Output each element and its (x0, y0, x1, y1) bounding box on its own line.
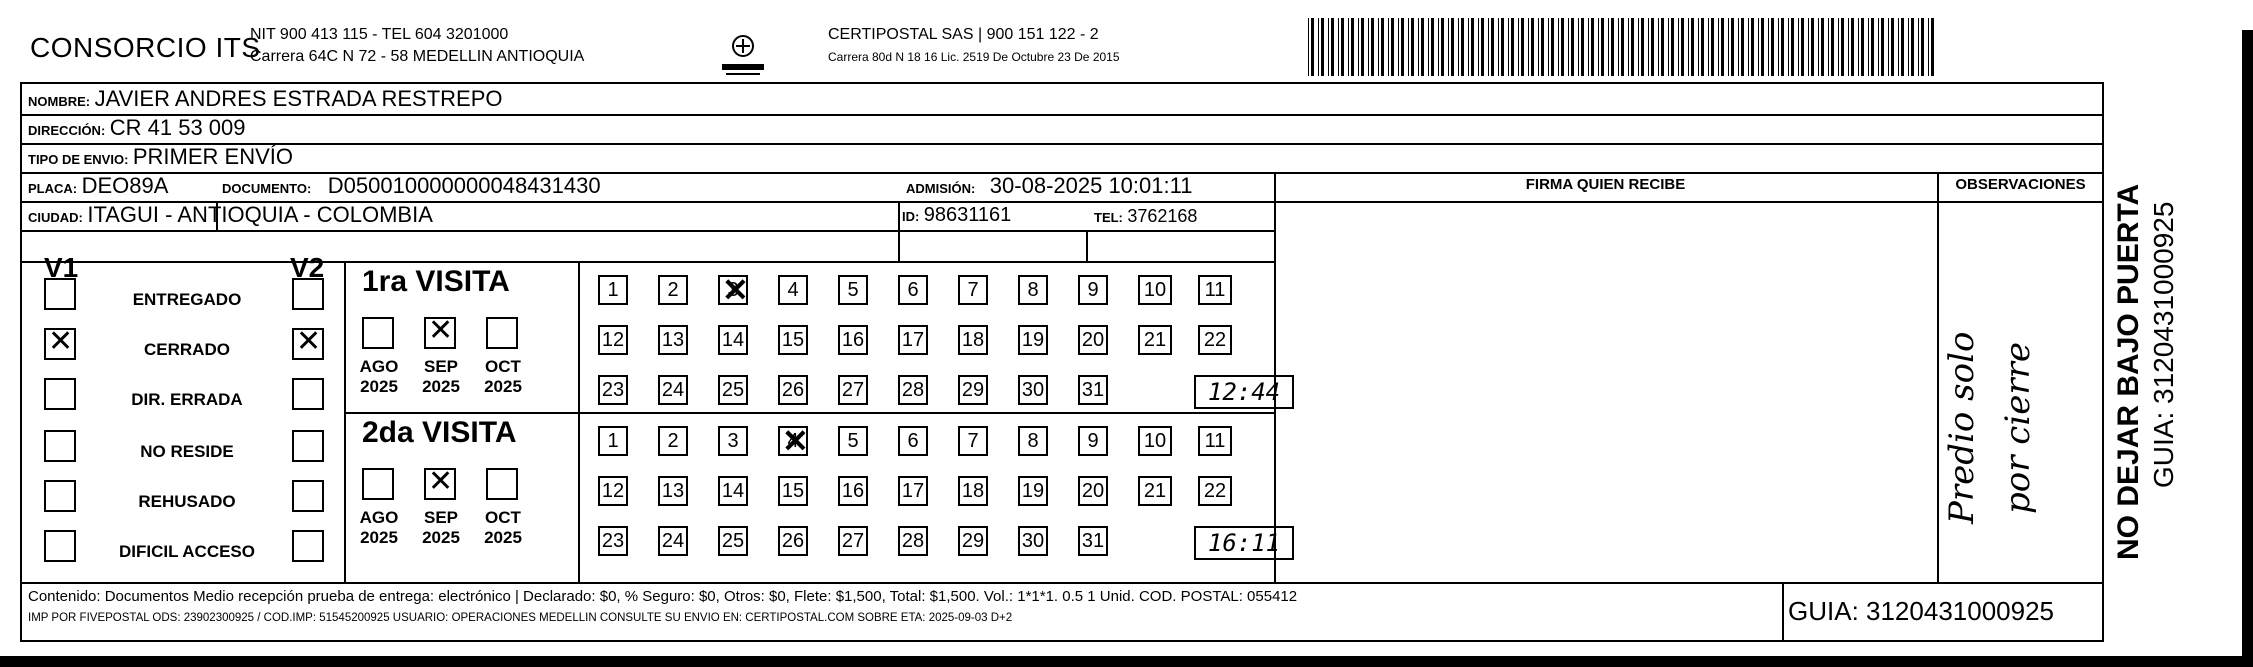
month-year: 2025 (484, 377, 522, 396)
barcode-bar (1921, 18, 1924, 76)
barcode-bar (1328, 18, 1329, 76)
barcode-bar (1908, 18, 1909, 76)
barcode-bar (1868, 18, 1869, 76)
day-box[interactable]: 2 (658, 275, 688, 305)
documento-value: D050010000000048431430 (327, 173, 601, 198)
address-line: Carrera 64C N 72 - 58 MEDELLIN ANTIOQUIA (250, 48, 585, 65)
barcode-bar (1671, 18, 1674, 76)
observacion-line-1: Predio solo (1942, 331, 1982, 524)
barcode-bar (1718, 18, 1719, 76)
barcode-bar (1611, 18, 1614, 76)
barcode-bar (1751, 18, 1754, 76)
day-box[interactable]: 27 (838, 526, 868, 556)
barcode-bar (1781, 18, 1784, 76)
observaciones-header: OBSERVACIONES (1955, 176, 2086, 193)
barcode-bar (1488, 18, 1489, 76)
barcode-bar (1548, 18, 1549, 76)
barcode-bar (1518, 18, 1519, 76)
barcode-bar (1348, 18, 1349, 76)
month-label (356, 357, 402, 397)
nombre-label: NOMBRE: (28, 94, 91, 109)
admision-value: 30-08-2025 10:01:11 (989, 173, 1193, 198)
barcode-bar (1478, 18, 1479, 76)
month-year: 2025 (360, 377, 398, 396)
day-box[interactable]: 21 (1138, 325, 1172, 355)
barcode-bar (1438, 18, 1439, 76)
bottom-border (0, 656, 2253, 667)
nombre-row (28, 86, 502, 112)
v1-checkbox[interactable] (44, 328, 76, 360)
day-box[interactable]: 29 (958, 526, 988, 556)
day-box[interactable]: 19 (1018, 325, 1048, 355)
barcode-bar (1458, 18, 1459, 76)
barcode-bar (1838, 18, 1839, 76)
month-checkbox[interactable] (486, 468, 518, 500)
day-box[interactable]: 13 (658, 325, 688, 355)
barcode-bar (1618, 18, 1619, 76)
day-box[interactable]: 31 (1078, 526, 1108, 556)
barcode-bar (1318, 18, 1319, 76)
v2-checkbox[interactable] (292, 430, 324, 462)
day-box[interactable]: 5 (838, 426, 868, 456)
barcode-bar (1688, 18, 1689, 76)
month-label (480, 357, 526, 397)
v2-checkbox[interactable] (292, 378, 324, 410)
barcode-bar (1858, 18, 1859, 76)
barcode-bar (1668, 18, 1669, 76)
barcode-bar (1571, 18, 1574, 76)
form-frame (20, 82, 2104, 642)
month-checkbox[interactable] (424, 317, 456, 349)
barcode-bar (1848, 18, 1849, 76)
visit-time[interactable]: 16:11 (1194, 526, 1294, 560)
v1-checkbox[interactable] (44, 278, 76, 310)
admision-label: ADMISIÓN: (906, 181, 976, 196)
day-box[interactable]: 22 (1198, 476, 1232, 506)
day-box[interactable]: 24 (658, 375, 688, 405)
id-label: ID: (902, 209, 920, 224)
barcode-bar (1608, 18, 1609, 76)
tipo-label: TIPO DE ENVIO: (28, 152, 129, 167)
day-box[interactable]: 8 (1018, 275, 1048, 305)
day-box[interactable]: 4 ✕ (778, 426, 808, 456)
certipostal-logo (716, 28, 770, 82)
month-checkbox[interactable] (362, 468, 394, 500)
ciudad-value: ITAGUI - ANTIOQUIA - COLOMBIA (87, 202, 433, 227)
barcode-bar (1691, 18, 1694, 76)
barcode-bar (1911, 18, 1914, 76)
barcode-bar (1541, 18, 1544, 76)
day-box[interactable]: 16 (838, 476, 868, 506)
v1-checkbox[interactable] (44, 530, 76, 562)
day-box[interactable]: 26 (778, 375, 808, 405)
barcode-bar (1451, 18, 1454, 76)
barcode-bar (1761, 18, 1764, 76)
day-box[interactable]: 16 (838, 325, 868, 355)
barcode-bar (1511, 18, 1514, 76)
month-label (418, 357, 464, 397)
day-box[interactable]: 19 (1018, 476, 1048, 506)
footer-content: Contenido: Documentos Medio recepción prueba de entrega: electrónico | Declarado: $0, % Seguro: $0, Otros: $0, Flete: $1,500, Total: $1,500. Vol.: 1*1*1. 0.5 1 Unid. COD. POSTAL: 055412 (28, 588, 1298, 605)
placa-row (28, 173, 168, 199)
barcode-bar (1931, 18, 1934, 76)
status-label: DIR. ERRADA (131, 390, 243, 409)
tipo-value: PRIMER ENVÍO (132, 144, 293, 169)
day-box[interactable]: 6 (898, 275, 928, 305)
v2-checkbox[interactable] (292, 480, 324, 512)
ciudad-label: CIUDAD: (28, 210, 83, 225)
month-label (356, 508, 402, 548)
barcode-bar (1461, 18, 1464, 76)
barcode-bar (1631, 18, 1634, 76)
company-info (250, 24, 584, 68)
tel-value: 3762168 (1127, 206, 1198, 226)
barcode-bar (1851, 18, 1854, 76)
month-name: OCT (485, 508, 521, 527)
barcode-bar (1641, 18, 1644, 76)
barcode-bar (1551, 18, 1554, 76)
status-label: DIFICIL ACCESO (118, 542, 255, 561)
observacion-line-2: por cierre (1998, 342, 2038, 514)
day-box[interactable]: 10 (1138, 275, 1172, 305)
barcode-bar (1698, 18, 1699, 76)
day-box[interactable]: 1 (598, 426, 628, 456)
month-label (480, 508, 526, 548)
barcode-bar (1351, 18, 1354, 76)
barcode-bar (1741, 18, 1744, 76)
barcode-bar (1581, 18, 1584, 76)
side-title: NO DEJAR BAJO PUERTA (2112, 183, 2145, 560)
direccion-label: DIRECCIÓN: (28, 123, 106, 138)
month-year: 2025 (422, 377, 460, 396)
month-checkbox[interactable] (486, 317, 518, 349)
barcode-bar (1901, 18, 1904, 76)
barcode-bar (1658, 18, 1659, 76)
barcode-bar (1411, 18, 1414, 76)
day-box[interactable]: 7 (958, 275, 988, 305)
day-box[interactable]: 14 (718, 476, 748, 506)
v2-checkbox[interactable] (292, 530, 324, 562)
barcode-bar (1421, 18, 1424, 76)
day-box[interactable]: 27 (838, 375, 868, 405)
barcode-bar (1591, 18, 1594, 76)
v1-label: V1 (44, 252, 79, 283)
day-box[interactable]: 17 (898, 325, 928, 355)
day-box[interactable]: 12 (598, 325, 628, 355)
barcode-bar (1321, 18, 1324, 76)
barcode-bar (1738, 18, 1739, 76)
direccion-value: CR 41 53 009 (109, 115, 246, 140)
barcode-bar (1521, 18, 1524, 76)
barcode-bar (1861, 18, 1864, 76)
footer-print: IMP POR FIVEPOSTAL ODS: 23902300925 / COD.IMP: 51545200925 USUARIO: OPERACIONES MEDELLIN CONSULTE SU ENVIO EN: CERTIPOSTAL.COM SOBRE ETA: 2025-09-03 D+2 (28, 612, 1013, 624)
barcode-bar (1898, 18, 1899, 76)
company-name: CONSORCIO ITS (30, 32, 261, 63)
day-box[interactable]: 6 (898, 426, 928, 456)
day-box[interactable]: 24 (658, 526, 688, 556)
day-box[interactable]: 2 (658, 426, 688, 456)
postal-info (828, 24, 1120, 68)
day-box[interactable]: 18 (958, 476, 988, 506)
barcode-bar (1878, 18, 1879, 76)
status-label: REHUSADO (138, 492, 236, 511)
visit-title: 2da VISITA (362, 416, 517, 449)
barcode-bar (1728, 18, 1729, 76)
barcode-bar (1588, 18, 1589, 76)
tel-label: TEL: (1094, 210, 1123, 225)
barcode-bar (1681, 18, 1684, 76)
month-label (418, 508, 464, 548)
month-year: 2025 (360, 528, 398, 547)
barcode-bar (1841, 18, 1844, 76)
barcode-bar (1918, 18, 1919, 76)
day-box[interactable]: 14 (718, 325, 748, 355)
barcode-bar (1531, 18, 1534, 76)
barcode-bar (1391, 18, 1394, 76)
direccion-row (28, 115, 246, 141)
barcode-bar (1768, 18, 1769, 76)
month-name: AGO (359, 357, 399, 376)
barcode-bar (1678, 18, 1679, 76)
barcode-bar (1308, 18, 1309, 76)
barcode-bar (1811, 18, 1814, 76)
day-box[interactable]: 3 ✕ (718, 275, 748, 305)
barcode-bar (1758, 18, 1759, 76)
barcode-bar (1338, 18, 1339, 76)
barcode-bar (1311, 18, 1314, 76)
barcode-bar (1578, 18, 1579, 76)
barcode-bar (1471, 18, 1474, 76)
month-name: AGO (359, 508, 399, 527)
day-box[interactable]: 8 (1018, 426, 1048, 456)
day-box[interactable]: 15 (778, 476, 808, 506)
day-box[interactable]: 28 (898, 375, 928, 405)
barcode-bar (1651, 18, 1654, 76)
barcode-bar (1881, 18, 1884, 76)
day-box[interactable]: 9 (1078, 275, 1108, 305)
barcode-bar (1401, 18, 1404, 76)
barcode-bar (1791, 18, 1794, 76)
barcode-bar (1598, 18, 1599, 76)
v1-checkbox[interactable] (44, 480, 76, 512)
barcode-bar (1638, 18, 1639, 76)
day-box[interactable]: 25 (718, 526, 748, 556)
day-box[interactable]: 22 (1198, 325, 1232, 355)
barcode-bar (1528, 18, 1529, 76)
v2-checkbox[interactable] (292, 278, 324, 310)
barcode-bar (1358, 18, 1359, 76)
barcode-bar (1508, 18, 1509, 76)
barcode-bar (1788, 18, 1789, 76)
v2-label: V2 (290, 252, 325, 283)
day-box[interactable]: 13 (658, 476, 688, 506)
day-box[interactable]: 29 (958, 375, 988, 405)
status-label: ENTREGADO (132, 290, 242, 309)
day-box[interactable]: 20 (1078, 325, 1108, 355)
barcode-bar (1381, 18, 1384, 76)
day-box[interactable]: 11 (1198, 275, 1232, 305)
barcode-bar (1378, 18, 1379, 76)
barcode-bar (1408, 18, 1409, 76)
barcode-bar (1818, 18, 1819, 76)
v1-checkbox[interactable] (44, 430, 76, 462)
barcode-bar (1428, 18, 1429, 76)
placa-value: DEO89A (81, 173, 169, 198)
right-border (2242, 30, 2253, 667)
admision-row (906, 173, 1192, 199)
barcode-bar (1748, 18, 1749, 76)
placa-label: PLACA: (28, 181, 78, 196)
day-box[interactable]: 3 (718, 426, 748, 456)
day-box[interactable]: 15 (778, 325, 808, 355)
barcode-bar (1731, 18, 1734, 76)
tipo-row (28, 144, 293, 170)
barcode-bar (1368, 18, 1369, 76)
firma-header: FIRMA QUIEN RECIBE (1525, 176, 1686, 193)
barcode-bar (1388, 18, 1389, 76)
day-box[interactable]: 11 (1198, 426, 1232, 456)
barcode-bar (1661, 18, 1664, 76)
month-year: 2025 (422, 528, 460, 547)
barcode-bar (1538, 18, 1539, 76)
day-box[interactable]: 23 (598, 375, 628, 405)
barcode-bar (1828, 18, 1829, 76)
day-box[interactable]: 31 (1078, 375, 1108, 405)
nit-line: NIT 900 413 115 - TEL 604 3201000 (250, 26, 509, 43)
barcode-bar (1628, 18, 1629, 76)
barcode (1308, 18, 1944, 76)
barcode-bar (1798, 18, 1799, 76)
day-box[interactable]: 30 (1018, 526, 1048, 556)
month-checkbox[interactable] (362, 317, 394, 349)
postal-name: CERTIPOSTAL SAS | 900 151 122 - 2 (828, 26, 1099, 43)
tel-row (1094, 206, 1197, 227)
barcode-bar (1331, 18, 1334, 76)
month-year: 2025 (484, 528, 522, 547)
visit-time[interactable]: 12:44 (1194, 375, 1294, 409)
day-box[interactable]: 18 (958, 325, 988, 355)
barcode-bar (1431, 18, 1434, 76)
day-box[interactable]: 17 (898, 476, 928, 506)
footer-guia: GUIA: 3120431000925 (1788, 596, 2054, 626)
nombre-value: JAVIER ANDRES ESTRADA RESTREPO (94, 86, 503, 111)
barcode-bar (1648, 18, 1649, 76)
barcode-bar (1701, 18, 1704, 76)
day-box[interactable]: 21 (1138, 476, 1172, 506)
documento-row (222, 173, 601, 199)
barcode-bar (1871, 18, 1874, 76)
day-box[interactable]: 1 (598, 275, 628, 305)
barcode-bar (1341, 18, 1344, 76)
barcode-bar (1708, 18, 1709, 76)
barcode-bar (1821, 18, 1824, 76)
barcode-bar (1621, 18, 1624, 76)
barcode-bar (1601, 18, 1604, 76)
day-box[interactable]: 20 (1078, 476, 1108, 506)
month-checkbox[interactable] (424, 468, 456, 500)
day-box[interactable]: 25 (718, 375, 748, 405)
barcode-bar (1891, 18, 1894, 76)
postal-address: Carrera 80d N 18 16 Lic. 2519 De Octubre 23 De 2015 (828, 50, 1120, 64)
barcode-bar (1441, 18, 1444, 76)
day-box[interactable]: 30 (1018, 375, 1048, 405)
barcode-bar (1558, 18, 1559, 76)
barcode-bar (1468, 18, 1469, 76)
day-box[interactable]: 7 (958, 426, 988, 456)
barcode-bar (1888, 18, 1889, 76)
barcode-bar (1831, 18, 1834, 76)
barcode-bar (1481, 18, 1484, 76)
barcode-bar (1371, 18, 1374, 76)
barcode-bar (1498, 18, 1499, 76)
id-value: 98631161 (923, 204, 1012, 226)
barcode-bar (1398, 18, 1399, 76)
day-box[interactable]: 10 (1138, 426, 1172, 456)
day-box[interactable]: 28 (898, 526, 928, 556)
month-name: OCT (485, 357, 521, 376)
barcode-bar (1361, 18, 1364, 76)
day-box[interactable]: 23 (598, 526, 628, 556)
barcode-bar (1448, 18, 1449, 76)
day-box[interactable]: 12 (598, 476, 628, 506)
day-box[interactable]: 9 (1078, 426, 1108, 456)
month-name: SEP (423, 508, 459, 527)
visit-title: 1ra VISITA (362, 265, 510, 298)
day-box[interactable]: 4 (778, 275, 808, 305)
side-guia: GUIA: 3120431000925 (2148, 201, 2179, 488)
id-row (902, 204, 1011, 227)
barcode-bar (1568, 18, 1569, 76)
barcode-bar (1801, 18, 1804, 76)
ciudad-row (28, 202, 433, 228)
barcode-bar (1778, 18, 1779, 76)
barcode-bar (1928, 18, 1929, 76)
documento-label: DOCUMENTO: (222, 181, 312, 196)
barcode-bar (1711, 18, 1714, 76)
barcode-bar (1771, 18, 1774, 76)
barcode-bar (1418, 18, 1419, 76)
v1-checkbox[interactable] (44, 378, 76, 410)
barcode-bar (1491, 18, 1494, 76)
day-box[interactable]: 26 (778, 526, 808, 556)
status-label: NO RESIDE (140, 442, 234, 461)
day-box[interactable]: 5 (838, 275, 868, 305)
barcode-bar (1721, 18, 1724, 76)
barcode-bar (1808, 18, 1809, 76)
status-label: CERRADO (144, 340, 230, 359)
v2-checkbox[interactable] (292, 328, 324, 360)
month-name: SEP (423, 357, 459, 376)
barcode-bar (1561, 18, 1564, 76)
barcode-bar (1501, 18, 1504, 76)
